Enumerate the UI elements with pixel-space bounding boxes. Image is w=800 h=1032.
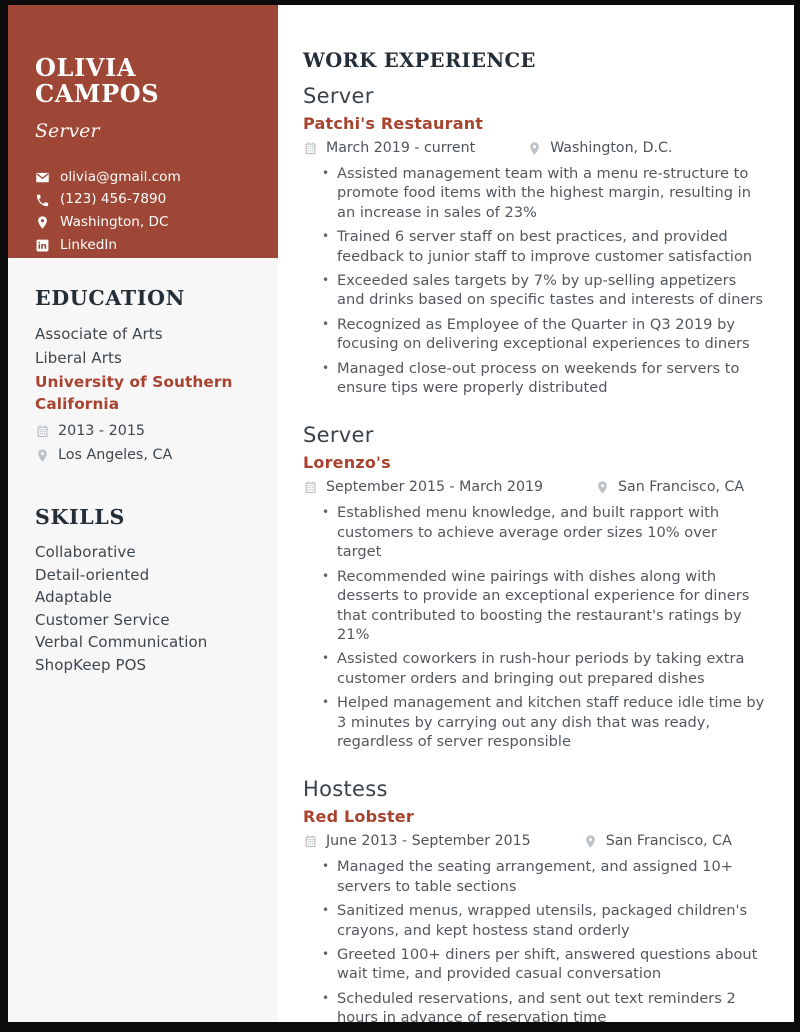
job-dates-item xyxy=(303,833,531,849)
education-heading: EDUCATION xyxy=(35,286,186,310)
skills-section xyxy=(35,505,260,677)
bullet-item: • Sanitized menus, wrapped utensils, packaged children's crayons, and kept hostess stand orderly xyxy=(303,901,765,940)
bullet-list xyxy=(303,503,780,751)
company-name: Patchi's Restaurant xyxy=(303,114,484,133)
contact-label: LinkedIn xyxy=(60,236,117,253)
skills-heading: SKILLS xyxy=(35,505,126,529)
skills-list xyxy=(35,541,260,677)
contact-item-location xyxy=(35,214,256,232)
bullet-item: • Recommended wine pairings with dishes along with desserts to provide an exceptional experience for diners that contributed to boosting the restaurant's ratings by 21% xyxy=(303,567,765,645)
job-location: San Francisco, CA xyxy=(605,833,732,850)
job-meta-row xyxy=(303,833,780,849)
location-icon xyxy=(35,215,50,230)
education-location: Los Angeles, CA xyxy=(58,447,173,463)
job-location: Washington, D.C. xyxy=(550,140,673,156)
contact-item-linkedin[interactable] xyxy=(35,237,256,255)
work-experience-heading: WORK EXPERIENCE xyxy=(303,49,536,72)
job-dates: June 2013 - September 2015 xyxy=(326,833,531,850)
contact-item-phone xyxy=(35,191,256,209)
education-location-row xyxy=(35,445,260,465)
calendar-icon xyxy=(303,141,318,156)
bullet-item: • Scheduled reservations, and sent out text reminders 2 hours in advance of reservation time xyxy=(303,989,765,1028)
person-name: OLIVIA CAMPOS xyxy=(35,53,160,108)
bullet-item: • Assisted management team with a menu re-structure to promote food items with the highest margin, resulting in an increase in sales of 23% xyxy=(303,164,765,222)
job-title: Server xyxy=(303,423,374,448)
skill-item: Adaptable xyxy=(35,588,113,607)
person-title: Server xyxy=(35,119,100,142)
jobs-container xyxy=(303,84,780,1028)
contact-item-email xyxy=(35,169,256,187)
education-section xyxy=(35,286,260,465)
job-entry xyxy=(303,423,780,751)
company-name: Red Lobster xyxy=(303,807,414,827)
education-dates-row xyxy=(35,421,260,441)
calendar-icon xyxy=(303,834,318,849)
sidebar xyxy=(8,5,278,1022)
company-name: Lorenzo's xyxy=(303,453,391,473)
job-dates: September 2015 - March 2019 xyxy=(326,479,544,496)
contact-label: (123) 456-7890 xyxy=(60,191,167,208)
sidebar-content xyxy=(8,258,278,677)
job-location: San Francisco, CA xyxy=(618,479,745,496)
job-dates-item xyxy=(303,140,475,156)
education-degree: Associate of Arts xyxy=(35,325,163,343)
location-icon xyxy=(583,834,598,849)
skill-item: Verbal Communication xyxy=(35,633,208,652)
contact-label: Washington, DC xyxy=(60,214,169,230)
job-meta-row xyxy=(303,479,780,495)
header-block xyxy=(8,5,278,258)
bullet-item: • Recognized as Employee of the Quarter in Q3 2019 by focusing on delivering exceptional experiences to diners xyxy=(303,315,765,354)
bullet-item: • Established menu knowledge, and built rapport with customers to achieve average order sizes 10% over target xyxy=(303,503,765,561)
job-dates-item xyxy=(303,479,543,495)
bullet-item: • Managed the seating arrangement, and assigned 10+ servers to table sections xyxy=(303,857,765,896)
bullet-item: • Helped management and kitchen staff reduce idle time by 3 minutes by carrying out any dish that was ready, regardless of server responsible xyxy=(303,693,765,751)
job-location-item xyxy=(595,479,744,495)
main-column xyxy=(278,5,794,1027)
job-entry xyxy=(303,84,780,397)
skill-item: Collaborative xyxy=(35,543,136,561)
email-icon xyxy=(35,170,50,185)
location-icon xyxy=(35,448,50,463)
contact-list xyxy=(35,169,256,254)
bullet-item: • Assisted coworkers in rush-hour periods by taking extra customer orders and bringing out prepared dishes xyxy=(303,649,765,688)
location-icon xyxy=(595,480,610,495)
job-meta-row xyxy=(303,140,780,156)
education-field: Liberal Arts xyxy=(35,349,122,367)
job-title: Hostess xyxy=(303,777,388,802)
phone-icon xyxy=(35,193,50,208)
job-title: Server xyxy=(303,84,374,108)
skill-item: ShopKeep POS xyxy=(35,655,147,674)
contact-label: olivia@gmail.com xyxy=(60,168,181,185)
calendar-icon xyxy=(35,424,50,439)
bullet-list xyxy=(303,164,780,397)
bullet-item: • Greeted 100+ diners per shift, answered questions about wait time, and provided casual conversation xyxy=(303,945,765,984)
resume-page xyxy=(8,5,794,1027)
bullet-item: • Managed close-out process on weekends for servers to ensure tips were properly distributed xyxy=(303,359,765,398)
skill-item: Customer Service xyxy=(35,610,170,629)
job-location-item xyxy=(583,833,732,849)
bullet-item: • Trained 6 server staff on best practices, and provided feedback to junior staff to improve customer satisfaction xyxy=(303,227,765,266)
job-location-item xyxy=(527,140,672,156)
job-dates: March 2019 - current xyxy=(326,140,476,156)
skill-item: Detail-oriented xyxy=(35,565,150,584)
education-dates: 2013 - 2015 xyxy=(58,423,146,439)
bullet-item: • Exceeded sales targets by 7% by up-selling appetizers and drinks based on specific tastes and interests of diners xyxy=(303,271,765,310)
bullet-list xyxy=(303,857,780,1027)
calendar-icon xyxy=(303,480,318,495)
job-entry xyxy=(303,777,780,1027)
location-icon xyxy=(527,141,542,156)
education-school: University of Southern California xyxy=(35,373,233,413)
linkedin-icon xyxy=(35,238,50,253)
